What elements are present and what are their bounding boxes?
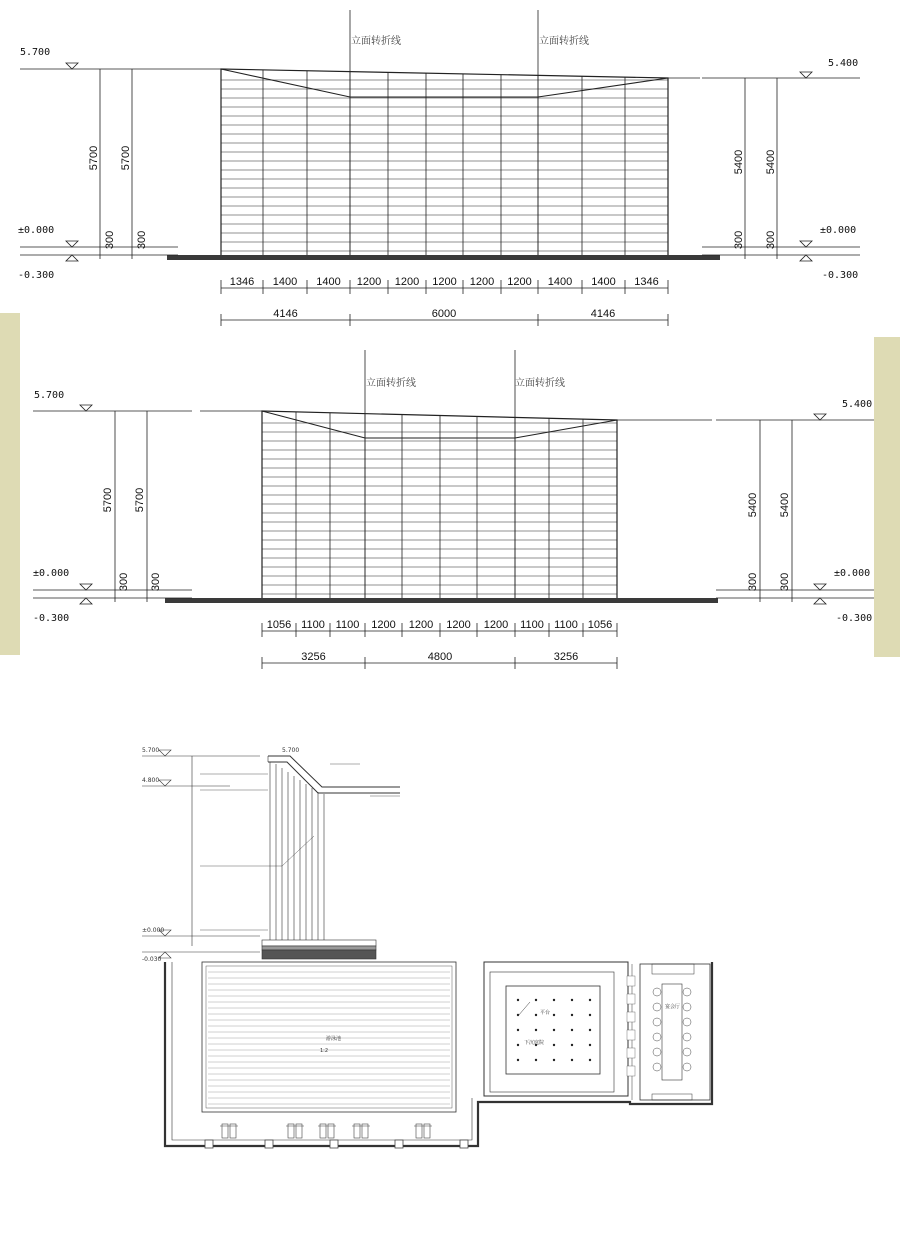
dim-label: 1400 (547, 276, 573, 288)
dim-label: 1056 (587, 619, 613, 631)
column-pier (205, 1140, 213, 1148)
tree-dot (517, 1044, 519, 1046)
e1-level-below-left: -0.300 (18, 270, 55, 281)
dim-label: 1400 (591, 276, 616, 288)
dim-label: 1346 (634, 276, 659, 288)
e2-level-zero-right: ±0.000 (834, 568, 871, 579)
e1-level-top-right: 5.400 (828, 58, 859, 69)
tree-dot (553, 999, 555, 1001)
seat (683, 1033, 691, 1041)
column-pier (265, 1140, 273, 1148)
wall-niche (627, 1048, 635, 1058)
plan-room-label-2: 下沉庭院 (524, 1040, 545, 1046)
e1-height-left-a: 5700 (88, 145, 100, 171)
level-marker (80, 598, 92, 604)
level-marker (814, 584, 826, 590)
tree-dot (589, 1014, 591, 1016)
dim-label: 1200 (394, 276, 420, 288)
dim-label: 1100 (520, 619, 544, 631)
left-side-panel (0, 313, 20, 655)
wall-section-detail (142, 750, 400, 959)
seat (653, 1063, 661, 1071)
e2-height-right-b: 5400 (779, 492, 791, 518)
tree-dot (589, 1044, 591, 1046)
e2-base-left-b: 300 (150, 572, 162, 592)
seat (653, 1048, 661, 1056)
tree-dot (535, 1014, 537, 1016)
tree-dot (517, 1059, 519, 1061)
plan-pool-spec: 1:2 (320, 1048, 329, 1054)
tree-dot (553, 1044, 555, 1046)
column-pier (330, 1140, 338, 1148)
seat (653, 1033, 661, 1041)
ground-line (167, 255, 720, 260)
seat (653, 1018, 661, 1026)
e2-level-zero-left: ±0.000 (33, 568, 70, 579)
tree-dot (571, 1044, 573, 1046)
level-marker (80, 584, 92, 590)
dim-label: 1400 (272, 276, 298, 288)
level-marker (800, 241, 812, 247)
dim-label: 1400 (316, 276, 341, 288)
e1-height-right-a: 5400 (733, 149, 745, 175)
level-marker (814, 414, 826, 420)
e1-level-zero-left: ±0.000 (18, 225, 55, 236)
ground-line (165, 598, 718, 603)
e1-base-right-a: 300 (733, 230, 745, 250)
floor-plan (165, 962, 712, 1148)
dim-label: 1200 (507, 276, 532, 288)
plan-room-label-1: 平台 (540, 1010, 551, 1016)
level-marker (66, 241, 78, 247)
tree-dot (517, 999, 519, 1001)
tree-dot (517, 1029, 519, 1031)
e2-level-below-right: -0.300 (836, 613, 873, 624)
e1-fold-label-right: 立面转折线 (539, 36, 589, 47)
wall-niche (627, 976, 635, 986)
e2-height-left-b: 5700 (134, 487, 146, 513)
wall-niche (627, 1012, 635, 1022)
tree-dot (589, 1059, 591, 1061)
tree-dot (589, 1029, 591, 1031)
plan-room-label-3: 宴会厅 (665, 1004, 681, 1010)
e1-base-left-b: 300 (136, 230, 148, 250)
tree-dot (553, 1059, 555, 1061)
seat (683, 988, 691, 996)
dim-label: 1200 (483, 619, 509, 631)
level-marker (800, 72, 812, 78)
section-level-zero: ±0.000 (142, 927, 165, 934)
dim-label: 1200 (356, 276, 382, 288)
e2-height-left-a: 5700 (102, 487, 114, 513)
seat (683, 1048, 691, 1056)
right-side-panel (874, 337, 900, 657)
tree-dot (553, 1014, 555, 1016)
e1-level-top-left: 5.700 (20, 47, 51, 58)
tree-dot (571, 1059, 573, 1061)
tree-dot (535, 1029, 537, 1031)
tree-dot (571, 1029, 573, 1031)
dim-label: 1346 (229, 276, 255, 288)
section-level-top: 5.700 (142, 747, 160, 754)
e1-dimension-labels (230, 276, 659, 320)
column-pier (395, 1140, 403, 1148)
e1-level-below-right: -0.300 (822, 270, 859, 281)
dim-label-total: 3256 (301, 651, 326, 663)
e1-height-right-b: 5400 (765, 149, 777, 175)
e1-height-left-b: 5700 (120, 145, 132, 171)
dim-label-total: 4146 (273, 308, 298, 320)
tree-dot (553, 1029, 555, 1031)
e1-level-zero-right: ±0.000 (820, 225, 857, 236)
seat (683, 1063, 691, 1071)
dim-label: 1200 (408, 619, 434, 631)
e2-level-top-left: 5.700 (34, 390, 65, 401)
seat (683, 1003, 691, 1011)
level-marker (800, 255, 812, 261)
e2-level-top-right: 5.400 (842, 399, 873, 410)
tree-dot (571, 1014, 573, 1016)
wall-niche (627, 1066, 635, 1076)
e1-fold-label-left: 立面转折线 (351, 36, 401, 47)
wall-niche (627, 994, 635, 1004)
e2-dimension-labels (267, 619, 612, 663)
building-outline (262, 411, 617, 598)
e2-fold-label-left: 立面转折线 (366, 378, 416, 389)
tree-dot (535, 999, 537, 1001)
tree-dot (589, 999, 591, 1001)
dim-label: 1100 (301, 619, 325, 631)
dim-label: 1200 (432, 276, 457, 288)
plan-pool-label: 游泳池 (326, 1036, 342, 1042)
section-level-top-2: 5.700 (282, 747, 300, 754)
dim-label: 1100 (554, 619, 578, 631)
seat (653, 1003, 661, 1011)
wall-niche (627, 1030, 635, 1040)
e2-base-left-a: 300 (118, 572, 130, 592)
level-marker (80, 405, 92, 411)
e2-base-right-a: 300 (747, 572, 759, 592)
seat (653, 988, 661, 996)
dim-label-total: 4146 (590, 308, 616, 320)
dim-label-total: 6000 (431, 308, 457, 320)
e2-level-below-left: -0.300 (33, 613, 70, 624)
tree-dot (535, 1059, 537, 1061)
dim-label: 1200 (469, 276, 495, 288)
seat (683, 1018, 691, 1026)
level-marker (814, 598, 826, 604)
dim-label: 1200 (446, 619, 471, 631)
e2-base-right-b: 300 (779, 572, 791, 592)
section-level-mid: 4.800 (142, 777, 160, 784)
e2-height-right-a: 5400 (747, 492, 759, 518)
dim-label-total: 4800 (427, 651, 453, 663)
dim-label: 1056 (266, 619, 292, 631)
level-marker (66, 63, 78, 69)
dim-label: 1200 (371, 619, 396, 631)
column-pier (460, 1140, 468, 1148)
level-marker (66, 255, 78, 261)
dim-label: 1100 (335, 619, 360, 631)
section-level-below: -0.030 (142, 956, 162, 963)
e2-fold-label-right: 立面转折线 (515, 378, 565, 389)
tree-dot (571, 999, 573, 1001)
e1-base-right-b: 300 (765, 230, 777, 250)
e1-base-left-a: 300 (104, 230, 116, 250)
dim-label-total: 3256 (553, 651, 579, 663)
